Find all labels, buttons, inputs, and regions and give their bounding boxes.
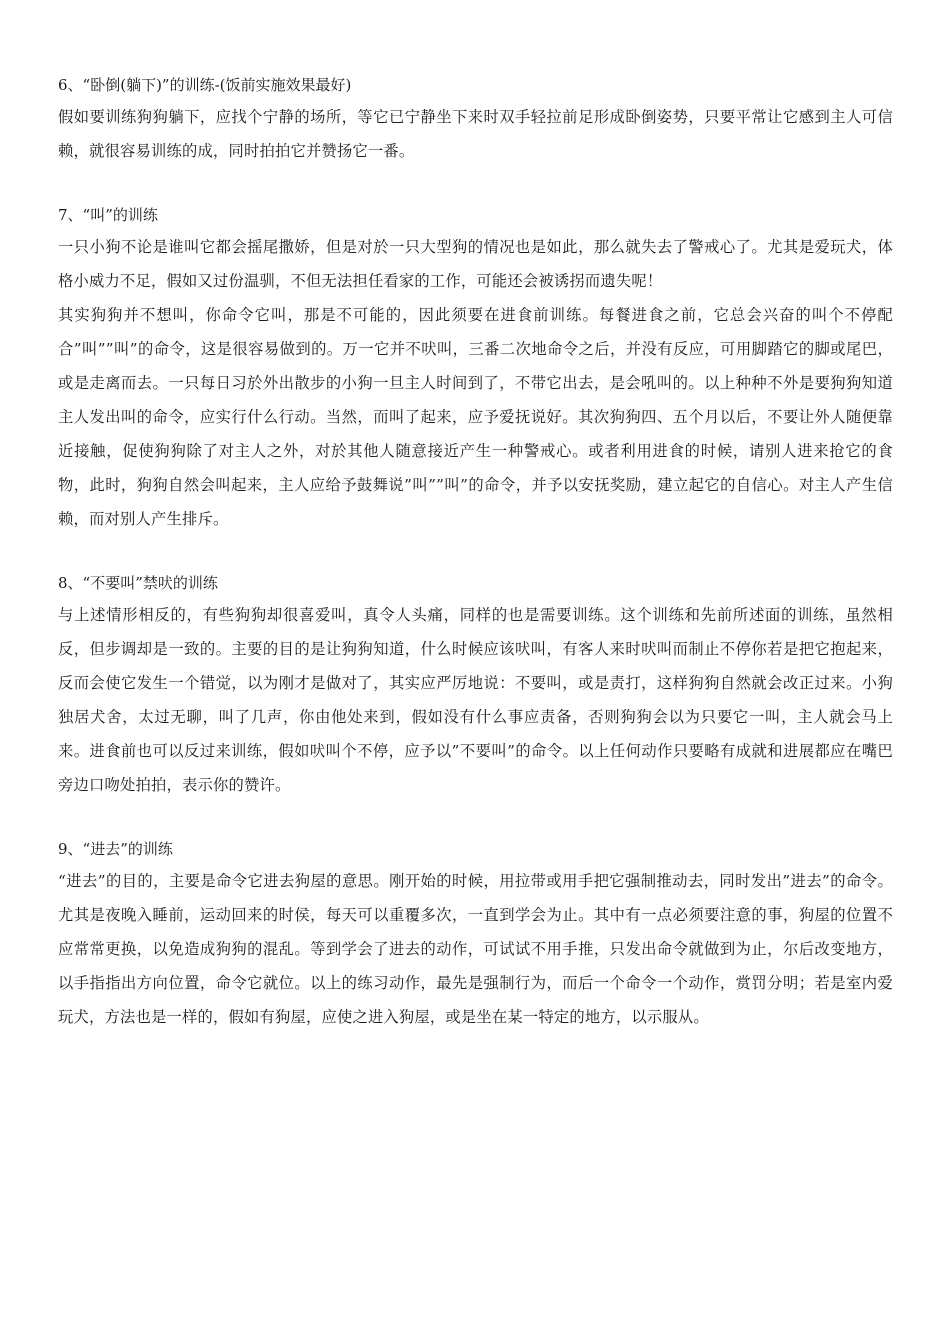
section-heading: 7、“叫”的训练 bbox=[58, 206, 158, 224]
section-paragraph: 其实狗狗并不想叫，你命令它叫，那是不可能的，因此须要在进食前训练。每餐进食之前，它总会兴奋的叫个不停配合”叫””叫”的命令，这是很容易做到的。万一它并不吠叫，三番二次地命令之后，并没有反应，可用脚踏它的脚或尾巴，或是走离而去。一只每日习於外出散步的小狗一旦主人时间到了，不带它出去，是会吼叫的。以上种种不外是要狗狗知道主人发出叫的命令，应实行什么行动。当然，而叫了起来，应予爱抚说好。其次狗狗四、五个月以后，不要让外人随便靠近接触，促使狗狗除了对主人之外，对於其他人随意接近产生一种警戒心。或者利用进食的时候，请别人进来抢它的食物，此时，狗狗自然会叫起来，主人应给予鼓舞说”叫””叫”的命令，并予以安抚奖励，建立起它的自信心。对主人产生信赖，而对别人产生排斥。 bbox=[58, 306, 893, 528]
section-9-go-in bbox=[58, 834, 893, 1034]
section-spacer bbox=[58, 536, 893, 568]
document-page bbox=[58, 70, 893, 1034]
section-8-no-bark bbox=[58, 568, 893, 802]
section-heading: 9、“进去”的训练 bbox=[58, 840, 173, 858]
section-paragraph: “进去”的目的，主要是命令它进去狗屋的意思。刚开始的时候，用拉带或用手把它强制推动去，同时发出”进去”的命令。尤其是夜晚入睡前，运动回来的时侯，每天可以重覆多次，一直到学会为止。其中有一点必须要注意的事，狗屋的位置不应常常更换，以免造成狗狗的混乱。等到学会了进去的动作，可试试不用手推，只发出命令就做到为止，尔后改变地方，以手指指出方向位置，命令它就位。以上的练习动作，最先是强制行为，而后一个命令一个动作，赏罚分明；若是室内爱玩犬，方法也是一样的，假如有狗屋，应使之进入狗屋，或是坐在某一特定的地方，以示服从。 bbox=[58, 872, 893, 1026]
section-paragraph: 与上述情形相反的，有些狗狗却很喜爱叫，真令人头痛，同样的也是需要训练。这个训练和先前所述面的训练，虽然相反，但步调却是一致的。主要的目的是让狗狗知道，什么时候应该吠叫，有客人来时吠叫而制止不停你若是把它抱起来，反而会使它发生一个错觉，以为刚才是做对了，其实应严厉地说：不要叫，或是责打，这样狗狗自然就会改正过来。小狗独居犬舍，太过无聊，叫了几声，你由他处来到，假如没有什么事应责备，否则狗狗会以为只要它一叫，主人就会马上来。进食前也可以反过来训练，假如吠叫个不停，应予以”不要叫”的命令。以上任何动作只要略有成就和进展都应在嘴巴旁边口吻处拍拍，表示你的赞许。 bbox=[58, 606, 893, 794]
section-paragraph: 一只小狗不论是谁叫它都会摇尾撒娇，但是对於一只大型狗的情况也是如此，那么就失去了警戒心了。尤其是爱玩犬，体格小威力不足，假如又过份温驯，不但无法担任看家的工作，可能还会被诱拐而遗失呢！ bbox=[58, 238, 893, 290]
section-7-bark bbox=[58, 200, 893, 536]
section-spacer bbox=[58, 168, 893, 200]
section-spacer bbox=[58, 802, 893, 834]
section-heading: 8、“不要叫”禁吠的训练 bbox=[58, 574, 218, 592]
section-6-lie-down bbox=[58, 70, 893, 168]
section-paragraph: 假如要训练狗狗躺下，应找个宁静的场所，等它已宁静坐下来时双手轻拉前足形成卧倒姿势，只要平常让它感到主人可信赖，就很容易训练的成，同时拍拍它并赞扬它一番。 bbox=[58, 108, 893, 160]
section-heading: 6、“卧倒(躺下)”的训练-(饭前实施效果最好) bbox=[58, 76, 352, 94]
